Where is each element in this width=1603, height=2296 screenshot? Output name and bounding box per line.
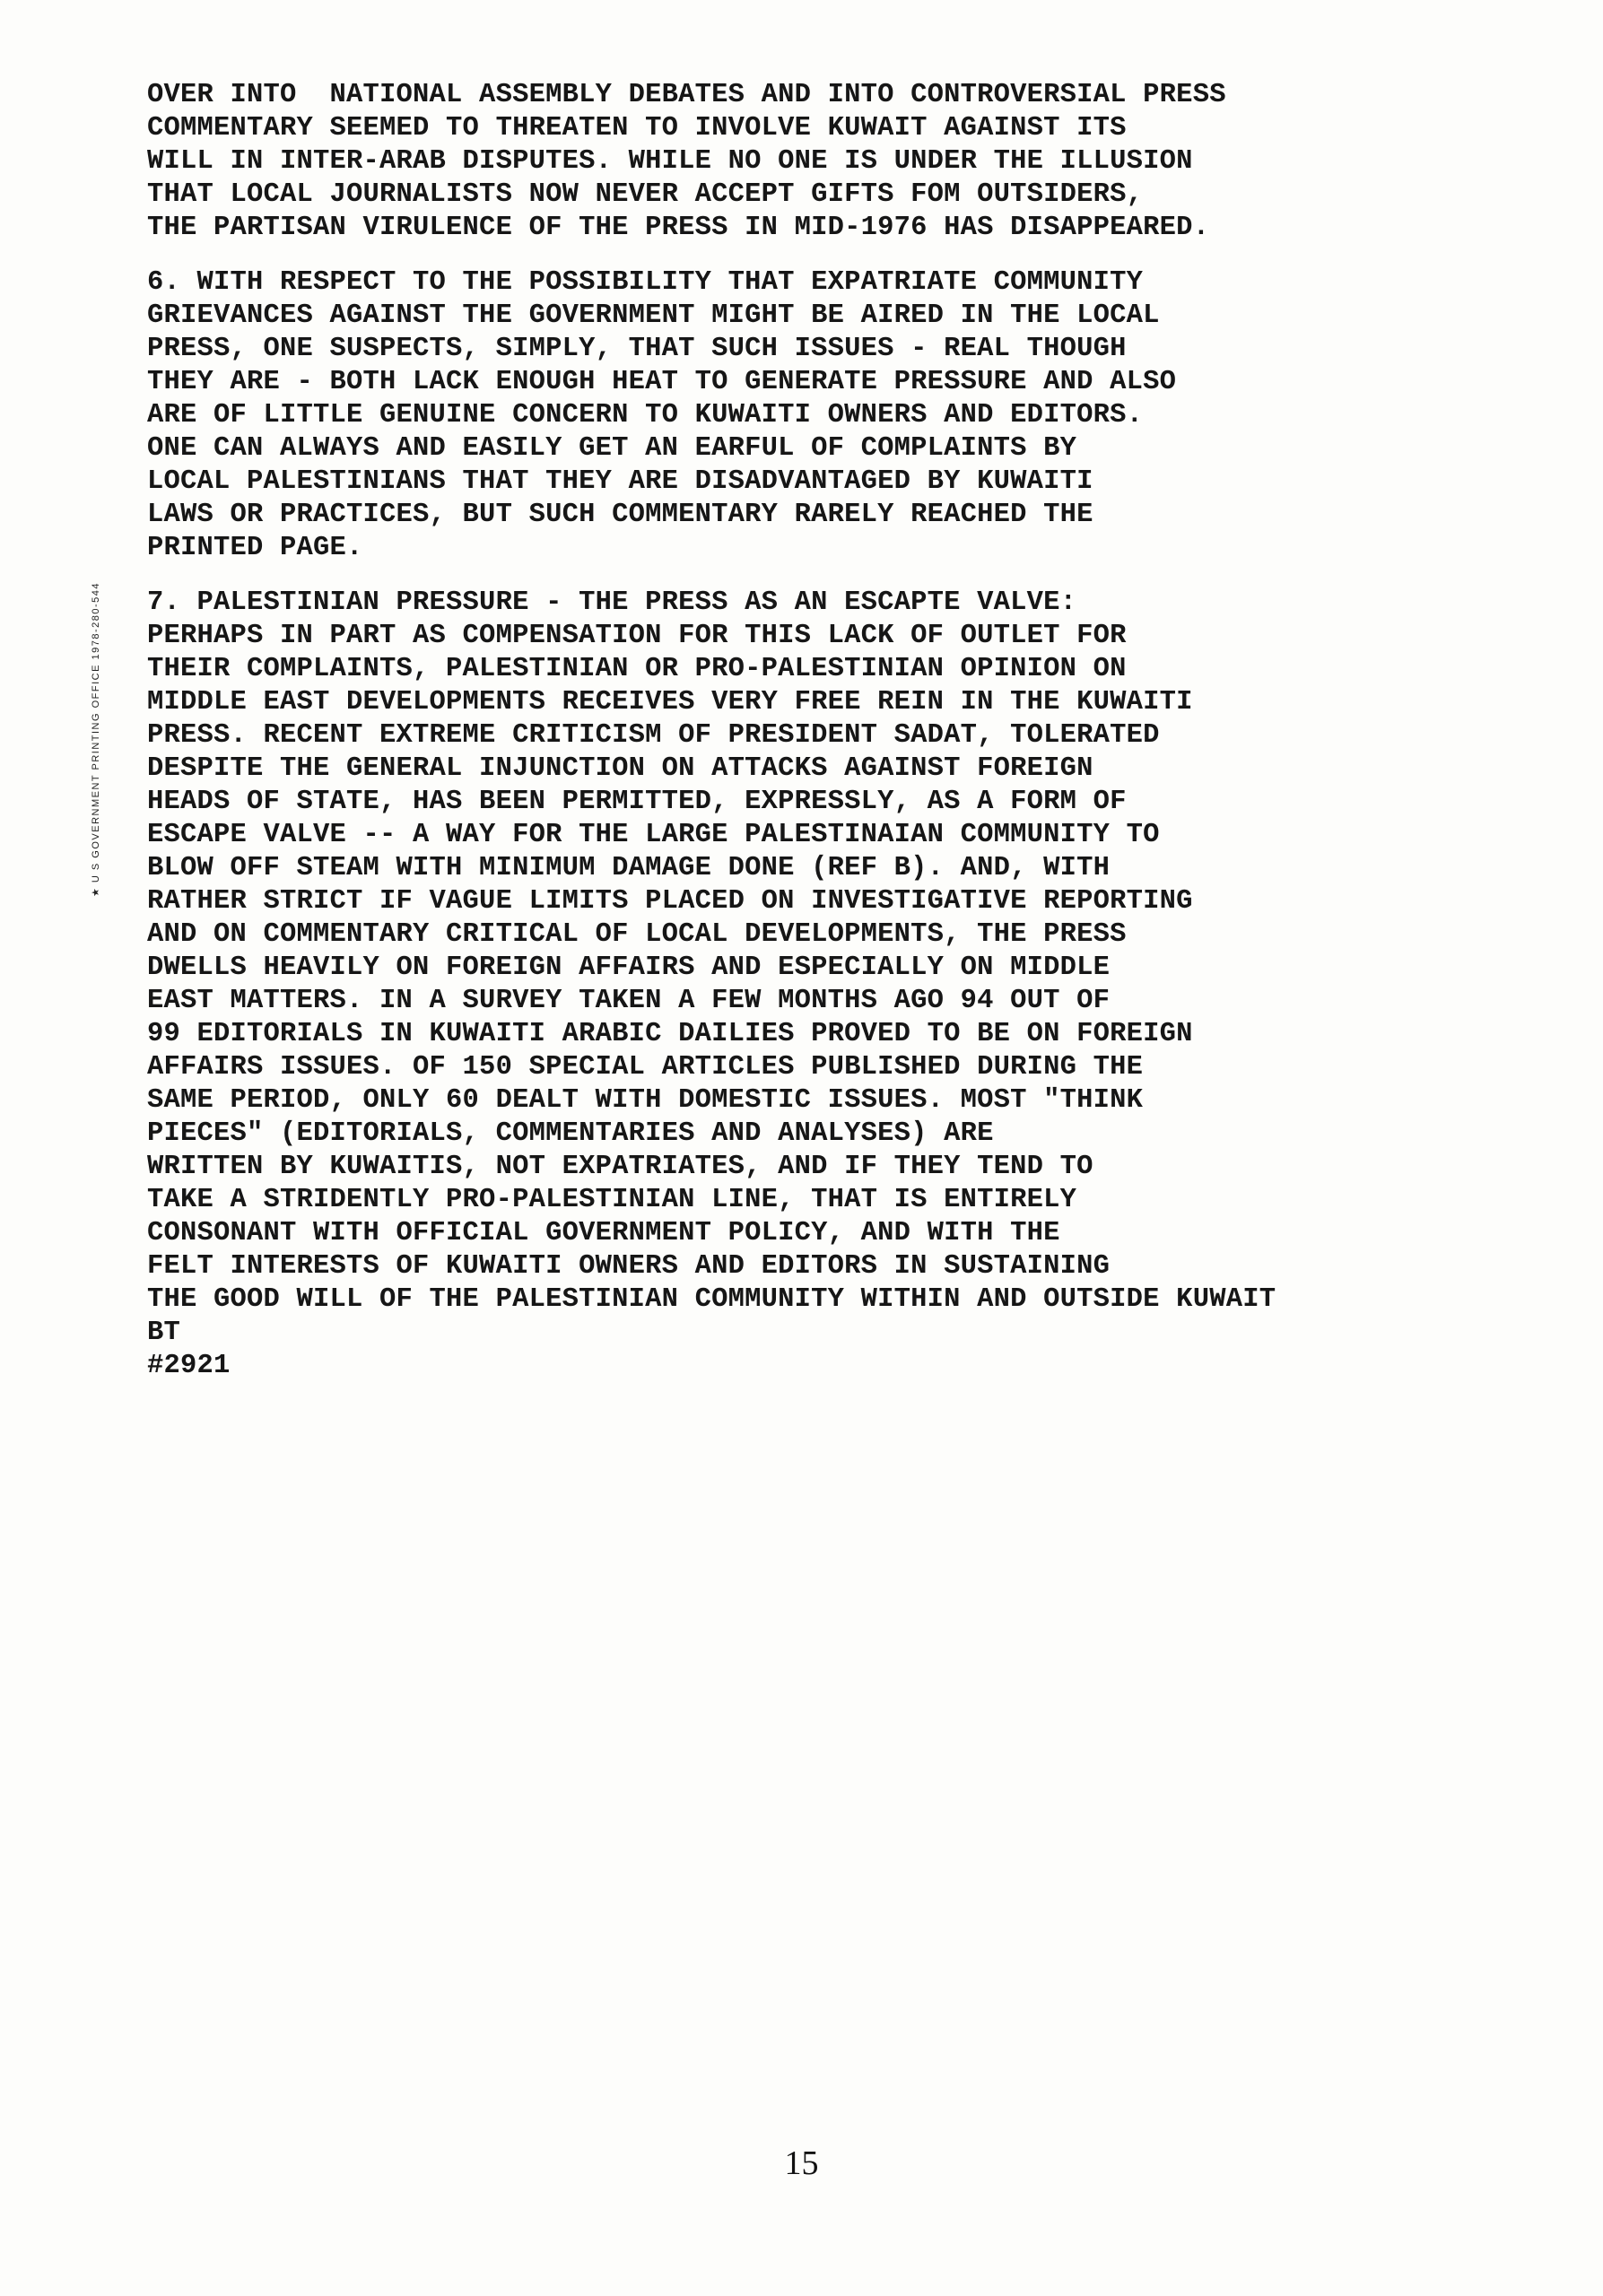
text-line: OVER INTO NATIONAL ASSEMBLY DEBATES AND INTO CONTROVERSIAL PRESS [147,80,1226,110]
text-line: PRESS. RECENT EXTREME CRITICISM OF PRESIDENT SADAT, TOLERATED [147,720,1160,751]
message-number: #2921 [147,1351,231,1381]
text-line: 6. WITH RESPECT TO THE POSSIBILITY THAT EXPATRIATE COMMUNITY [147,267,1144,298]
text-line: TAKE A STRIDENTLY PRO-PALESTINIAN LINE, THAT IS ENTIRELY [147,1185,1077,1215]
text-line: ARE OF LITTLE GENUINE CONCERN TO KUWAITI OWNERS AND EDITORS. [147,400,1144,430]
text-line: THAT LOCAL JOURNALISTS NOW NEVER ACCEPT GIFTS FOM OUTSIDERS, [147,179,1144,210]
text-line: PERHAPS IN PART AS COMPENSATION FOR THIS LACK OF OUTLET FOR [147,621,1127,651]
text-line: THE PARTISAN VIRULENCE OF THE PRESS IN MID-1976 HAS DISAPPEARED. [147,213,1210,243]
text-line: DWELLS HEAVILY ON FOREIGN AFFAIRS AND ESPECIALLY ON MIDDLE [147,952,1111,983]
paragraph-7 [147,587,1511,1383]
text-line: LOCAL PALESTINIANS THAT THEY ARE DISADVANTAGED BY KUWAITI [147,466,1093,497]
paragraph-6 [147,266,1511,565]
text-line: WRITTEN BY KUWAITIS, NOT EXPATRIATES, AND IF THEY TEND TO [147,1152,1093,1182]
text-line: 99 EDITORIALS IN KUWAITI ARABIC DAILIES PROVED TO BE ON FOREIGN [147,1019,1193,1049]
text-line: THEY ARE - BOTH LACK ENOUGH HEAT TO GENERATE PRESSURE AND ALSO [147,367,1177,397]
text-line: LAWS OR PRACTICES, BUT SUCH COMMENTARY RARELY REACHED THE [147,500,1093,530]
text-line: AFFAIRS ISSUES. OF 150 SPECIAL ARTICLES PUBLISHED DURING THE [147,1052,1144,1083]
text-line: PRESS, ONE SUSPECTS, SIMPLY, THAT SUCH ISSUES - REAL THOUGH [147,334,1127,364]
text-line: DESPITE THE GENERAL INJUNCTION ON ATTACKS AGAINST FOREIGN [147,753,1093,784]
text-line: THEIR COMPLAINTS, PALESTINIAN OR PRO-PALESTINIAN OPINION ON [147,654,1127,684]
text-line: MIDDLE EAST DEVELOPMENTS RECEIVES VERY FREE REIN IN THE KUWAITI [147,687,1193,718]
text-line: HEADS OF STATE, HAS BEEN PERMITTED, EXPRESSLY, AS A FORM OF [147,787,1127,817]
text-line: SAME PERIOD, ONLY 60 DEALT WITH DOMESTIC ISSUES. MOST "THINK [147,1085,1144,1116]
text-line: PIECES" (EDITORIALS, COMMENTARIES AND ANALYSES) ARE [147,1118,994,1149]
text-line: 7. PALESTINIAN PRESSURE - THE PRESS AS AN ESCAPTE VALVE: [147,587,1077,618]
text-line: THE GOOD WILL OF THE PALESTINIAN COMMUNITY WITHIN AND OUTSIDE KUWAIT [147,1284,1276,1315]
text-line: WILL IN INTER-ARAB DISPUTES. WHILE NO ONE IS UNDER THE ILLUSION [147,146,1193,177]
text-line: BLOW OFF STEAM WITH MINIMUM DAMAGE DONE (REF B). AND, WITH [147,853,1111,883]
text-line: CONSONANT WITH OFFICIAL GOVERNMENT POLICY, AND WITH THE [147,1218,1060,1248]
text-line: ESCAPE VALVE -- A WAY FOR THE LARGE PALESTINAIAN COMMUNITY TO [147,820,1160,850]
text-line: EAST MATTERS. IN A SURVEY TAKEN A FEW MONTHS AGO 94 OUT OF [147,986,1111,1016]
end-marker: BT [147,1318,181,1348]
text-line: COMMENTARY SEEMED TO THREATEN TO INVOLVE KUWAIT AGAINST ITS [147,113,1127,144]
printing-office-stamp: ★ U S GOVERNMENT PRINTING OFFICE 1978-280-544 [91,581,101,897]
text-line: PRINTED PAGE. [147,533,363,563]
text-line: RATHER STRICT IF VAGUE LIMITS PLACED ON INVESTIGATIVE REPORTING [147,886,1193,917]
cable-text [147,79,1511,1405]
text-line: GRIEVANCES AGAINST THE GOVERNMENT MIGHT BE AIRED IN THE LOCAL [147,300,1160,331]
paragraph-continuation [147,79,1511,245]
text-line: AND ON COMMENTARY CRITICAL OF LOCAL DEVELOPMENTS, THE PRESS [147,919,1127,950]
text-line: ONE CAN ALWAYS AND EASILY GET AN EARFUL OF COMPLAINTS BY [147,433,1077,464]
text-line: FELT INTERESTS OF KUWAITI OWNERS AND EDITORS IN SUSTAINING [147,1251,1111,1282]
page-number: 15 [784,2144,819,2182]
